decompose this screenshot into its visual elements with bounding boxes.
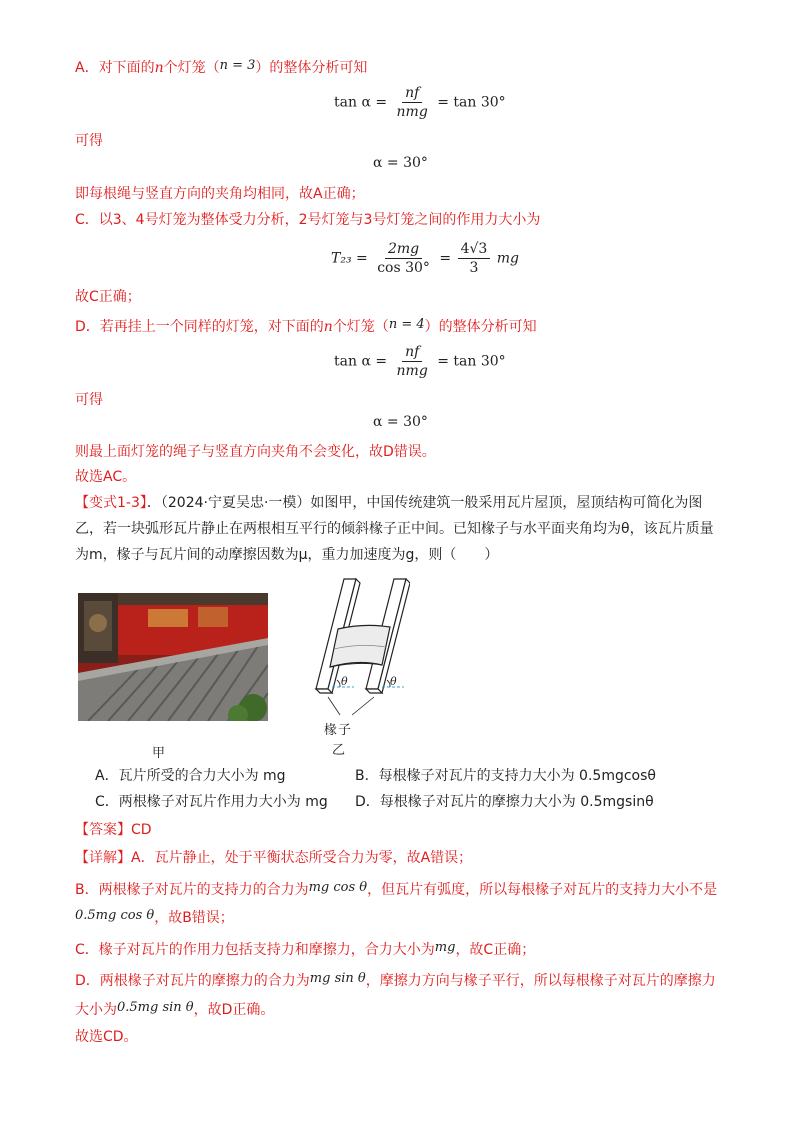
numerator: nf [402,84,422,103]
equation-alpha-30: α = 30° [373,155,428,171]
detail-c [75,938,535,960]
equation-t23 [331,240,519,277]
rafter-diagram [310,577,410,739]
option-c-analysis-heading: C．以3、4号灯笼为整体受力分析，2号灯笼与3号灯笼之间的作用力大小为 [75,212,541,228]
condition-n4: n = 4 [388,317,425,332]
choice-a: A．瓦片所受的合力大小为 mg [95,768,286,784]
choice-d: D．每根椽子对瓦片的摩擦力大小为 0.5mgsinθ [355,794,654,810]
eq-lhs: tan α = [334,353,388,370]
detail-d-line-2 [75,998,274,1020]
text-kede: 可得 [75,392,103,408]
fraction-1 [374,240,433,277]
label-chuanzi: 椽子 [324,723,353,738]
caption-jia: 甲 [152,746,166,761]
fraction [394,343,431,380]
answer-value: CD [131,822,152,838]
theta-left-label: θ [341,675,348,688]
detail-tag: 【详解】 [75,850,131,866]
option-c-conclusion: 故C正确； [75,289,141,305]
roof-photo-drawing [78,593,268,721]
option-d-analysis-heading [75,315,537,337]
text: 个灯笼（ [332,319,389,335]
math-mg: mg [434,940,456,955]
text: 大小为 [75,1002,117,1018]
text: D．两根椽子对瓦片的摩擦力的合力为 [75,973,310,989]
text: ，摩擦力方向与椽子平行，所以每根椽子对瓦片的摩擦力 [365,973,716,989]
numerator: 4√3 [458,240,491,259]
condition-n3: n = 3 [219,58,256,73]
equation-alpha-30: α = 30° [373,414,428,430]
var-n: n [323,319,333,335]
denominator: cos 30° [377,260,430,276]
text: ，故D正确。 [193,1002,275,1018]
var-n: n [154,60,164,76]
text: ）的整体分析可知 [255,60,368,76]
roof-photo [78,593,268,721]
numerator: 2mg [385,240,422,259]
fraction-2 [458,240,491,277]
equation-tan-alpha-2 [334,343,506,380]
question-line-2: 乙，若一块弧形瓦片静止在两根相互平行的倾斜椽子正中间。已知椽子与水平面夹角均为θ，该瓦片质量 [75,521,714,537]
text: A．瓦片静止，处于平衡状态所受合力为零，故A错误； [131,850,473,866]
option-d-conclusion: 则最上面灯笼的绳子与竖直方向夹角不会变化，故D错误。 [75,444,436,460]
math-mgsin: mg sin θ [309,971,366,986]
text-kede: 可得 [75,133,103,149]
text: ，但瓦片有弧度，所以每根椽子对瓦片的支持力大小不是 [367,882,718,898]
text: A．对下面的 [75,60,155,76]
equals: = [439,250,452,267]
equation-tan-alpha-1 [334,84,506,121]
detail-b-line-1 [75,878,717,900]
detail-d-line-1 [75,969,716,991]
choose-ac: 故选AC。 [75,469,137,485]
text: ，故C正确； [455,942,536,958]
text: C．椽子对瓦片的作用力包括支持力和摩擦力，合力大小为 [75,942,435,958]
choose-cd: 故选CD。 [75,1029,138,1045]
detail-a [75,848,472,868]
eq-rhs: = tan 30° [437,353,506,370]
text: D．若再挂上一个同样的灯笼，对下面的 [75,319,324,335]
denominator: nmg [396,363,428,379]
option-a-analysis-heading [75,56,367,78]
eq-rhs: = tan 30° [437,94,506,111]
text: ）的整体分析可知 [424,319,537,335]
option-a-conclusion: 即每根绳与竖直方向的夹角均相同，故A正确； [75,186,365,202]
math-mgcos: mg cos θ [308,880,368,895]
denominator: nmg [396,104,428,120]
answer-line [75,820,152,840]
eq-lhs: T₂₃ = [331,250,368,267]
caption-yi: 乙 [332,743,346,758]
denominator: 3 [469,260,479,276]
text: ．（2024·宁夏吴忠·一模）如图甲，中国传统建筑一般采用瓦片屋顶，屋顶结构可简化为图 [146,495,703,511]
rafter-diagram-drawing [310,577,410,739]
text: B．两根椽子对瓦片的支持力的合力为 [75,882,309,898]
question-line-1 [75,493,702,513]
question-tag: 【变式1-3】 [75,495,147,511]
answer-tag: 【答案】 [75,822,131,838]
choice-b: B．每根椽子对瓦片的支持力大小为 0.5mgcosθ [355,768,656,784]
numerator: nf [402,343,422,362]
eq-tail: mg [496,250,520,267]
text: 个灯笼（ [163,60,220,76]
math-half-mgsin: 0.5mg sin θ [117,1000,194,1015]
detail-b-line-2 [75,906,234,928]
text: ，故B错误； [154,910,234,926]
question-line-3: 为m，椽子与瓦片间的动摩擦因数为μ，重力加速度为g，则（ ） [75,547,499,563]
eq-lhs: tan α = [334,94,388,111]
fraction [394,84,431,121]
math-half-mgcos: 0.5mg cos θ [75,908,155,923]
choice-c: C．两根椽子对瓦片作用力大小为 mg [95,794,328,810]
theta-right-label: θ [390,675,397,688]
